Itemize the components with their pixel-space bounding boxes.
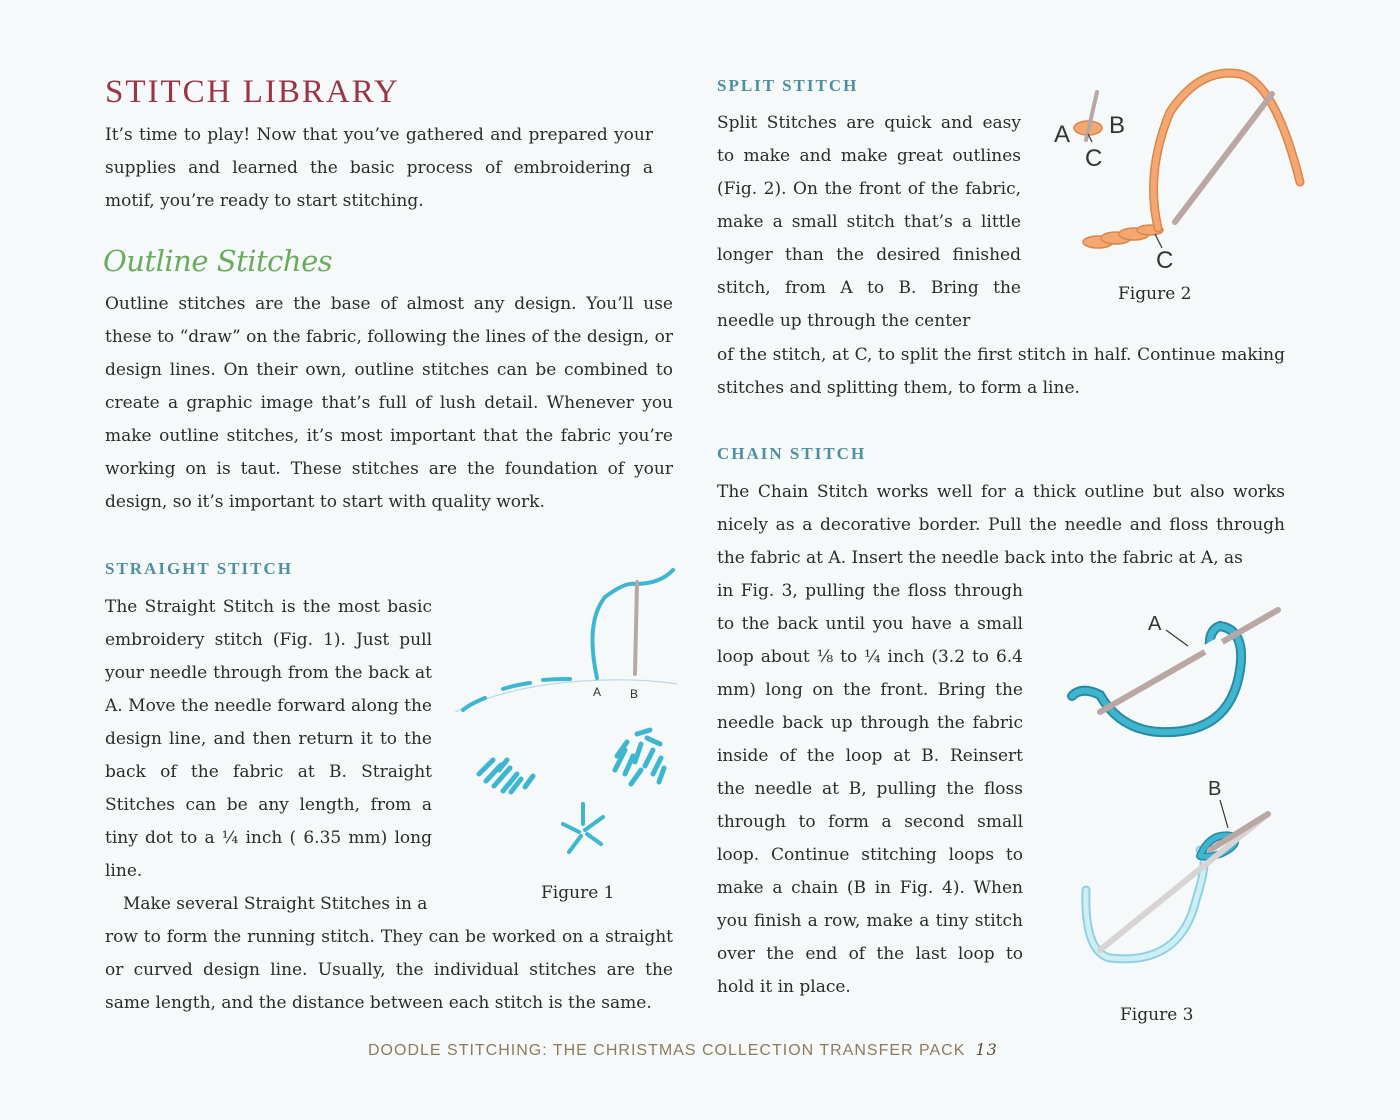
straight-stitch-paragraph-2-start: Make several Straight Stitches in a <box>123 894 428 914</box>
figure-3-illustration <box>1060 600 1300 980</box>
figure-1-caption: Figure 1 <box>541 883 615 903</box>
section-heading-outline: Outline Stitches <box>103 244 333 278</box>
split-stitch-chain <box>1083 225 1163 248</box>
thread-strand <box>593 570 674 678</box>
fabric-design-line <box>455 680 677 712</box>
footer-title: DOODLE STITCHING: THE CHRISTMAS COLLECTION TRANSFER PACK <box>368 1042 966 1059</box>
needle-icon <box>635 582 637 674</box>
page-footer <box>368 1040 998 1060</box>
split-stitch-paragraph-2: of the stitch, at C, to split the first stitch in half. Continue making stitches and splitting them, to form a line. <box>717 345 1285 398</box>
figure-1-illustration <box>455 562 677 874</box>
figure-3-caption: Figure 3 <box>1120 1005 1194 1025</box>
straight-stitch-heading: STRAIGHT STITCH <box>105 559 293 578</box>
figure-2-label-a: A <box>1054 121 1071 148</box>
chain-stitch-paragraph: The Chain Stitch works well for a thick outline but also works nicely as a decorative border. Pull the needle and floss through the fabric at A. Insert the needle back into the fabric at A, as <box>717 482 1285 568</box>
figure-2-caption: Figure 2 <box>1118 284 1192 304</box>
stitch-cluster-left <box>479 760 533 792</box>
intro-paragraph: It’s time to play! Now that you’ve gathered and prepared your supplies and learned the basic process of embroidering a motif, you’re ready to start stitching. <box>105 125 653 211</box>
chain-stitch-heading: CHAIN STITCH <box>717 444 867 463</box>
figure-3-label-b: B <box>1208 778 1222 800</box>
needle-icon-large <box>1175 94 1272 222</box>
figure-3-label-a: A <box>1148 613 1162 635</box>
figure-1-label-b: B <box>630 687 639 701</box>
stitch-cluster-right <box>615 730 664 784</box>
page-title: STITCH LIBRARY <box>105 74 400 110</box>
split-stitch-heading: SPLIT STITCH <box>717 76 859 95</box>
figure-2-label-c1: C <box>1085 145 1103 172</box>
figure-2-label-c2: C <box>1156 247 1174 274</box>
chain-stitch-paragraph-2: in Fig. 3, pulling the floss through to the back until you have a small loop about ⅛ to ¼ inch (3.2 to 6.4 mm) long on the front. Bring the needle back up through the fabric inside of the loop at B. Reinsert the needle at B, pulling the floss through to form a second small loop. Continue stitching loops to make a chain (B in Fig. 4). When you finish a row, make a tiny stitch over the end of the last loop to hold it in place. <box>717 581 1023 997</box>
page-number: 13 <box>975 1040 998 1059</box>
figure-1-label-a: A <box>593 685 602 699</box>
figure-2-label-b: B <box>1109 112 1126 139</box>
figure-2-illustration <box>1050 62 1310 282</box>
stitch-star <box>563 804 603 852</box>
outline-paragraph: Outline stitches are the base of almost any design. You’ll use these to “draw” on the fabric, following the lines of the design, or design lines. On their own, outline stitches can be combined to create a graphic image that’s full of lush detail. Whenever you make outline stitches, it’s most important that the fabric you’re working on is taut. These stitches are the foundation of your design, so it’s important to start with quality work. <box>105 294 673 512</box>
straight-stitch-paragraph: The Straight Stitch is the most basic embroidery stitch (Fig. 1). Just pull your needle through from the back at A. Move the needle forward along the design line, and then return it to the back of the fabric at B. Straight Stitches can be any length, from a tiny dot to a ¼ inch ( 6.35 mm) long line. <box>105 597 432 881</box>
split-stitch-paragraph: Split Stitches are quick and easy to make and make great outlines (Fig. 2). On the front of the fabric, make a small stitch that’s a little longer than the desired finished stitch, from A to B. Bring the needle up through the center <box>717 113 1021 331</box>
chain-loop-faded <box>1086 850 1204 959</box>
needle-icon <box>1100 610 1278 712</box>
straight-stitch-paragraph-2: row to form the running stitch. They can be worked on a straight or curved design line. Usually, the individual stitches are the same length, and the distance between each stitch is the same. <box>105 927 673 1013</box>
